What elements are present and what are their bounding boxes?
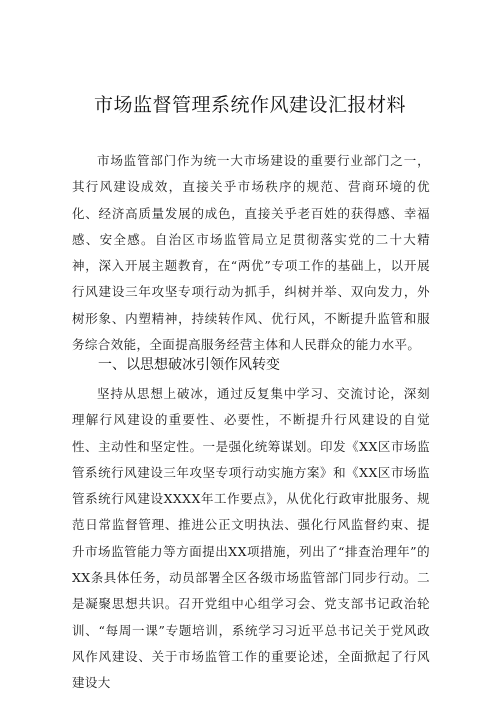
- section-heading: 一、以思想破冰引领作风转变: [98, 357, 280, 373]
- paragraph-intro: 市场监管部门作为统一大市场建设的重要行业部门之一，其行风建设成效，直接关乎市场秩序的规范、营商环境的优化、经济高质量发展的成色，直接关乎老百姓的获得感、幸福感、安全感。自治区市场监管局立足贯彻落实党的二十大精神，深入开展主题教育，在“两优”专项工作的基础上，以开展行风建设三年攻坚专项行动为抓手，纠树并举、双向发力，外树形象、内塑精神，持续转作风、优行风，不断提升监管和服务综合效能，全面提高服务经营主体和人民群众的能力水平。: [72, 153, 430, 353]
- document-title: 市场监督管理系统作风建设汇报材料: [93, 94, 406, 116]
- paragraph-section-one: 坚持从思想上破冰，通过反复集中学习、交流讨论，深刻理解行风建设的重要性、必要性，不断提升行风建设的自觉性、主动性和坚定性。一是强化统筹谋划。印发《XX区市场监管系统行风建设三年攻坚专项行动实施方案》和《XX区市场监管系统行风建设XXXX年工作要点》，从优化行政审批服务、规范日常监督管理、推进公正文明执法、强化行风监督约束、提升市场监管能力等方面提出XX项措施，列出了“排查治理年”的XX条具体任务，动员部署全区各级市场监管部门同步行动。二是凝聚思想共识。召开党组中心组学习会、党支部书记政治轮训、“每周一课”专题培训，系统学习习近平总书记关于党风政风作风建设、关于市场监管工作的重要论述，全面掀起了行风建设大: [72, 386, 430, 691]
